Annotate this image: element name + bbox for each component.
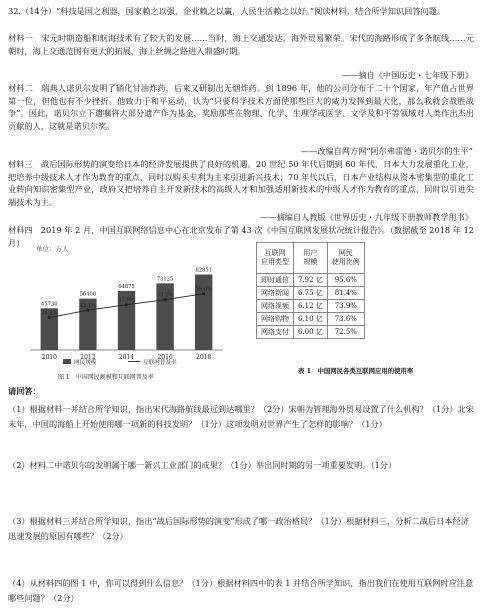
material-1-source: ——摘自《中国历史・七年级下册》 — [341, 70, 473, 80]
x-tick-label: 2014 — [118, 354, 135, 361]
table-cell: 7.92 亿 — [294, 274, 328, 287]
table-caption: 表 1 中国网民各类互联网应用的使用率 — [298, 367, 414, 375]
legend-label-line: 互联网普及率 — [143, 360, 177, 366]
bar-value-label: 45730 — [41, 301, 58, 308]
table-row — [257, 274, 365, 287]
material-4: 材料四 2019 年 2 月，中国互联网络信息中心在北京发布了第 43 次《中国互联网发展状况统计报告》。（数据截至 2018 年 12 月） — [8, 225, 474, 248]
question-4: （4）从材料四的图 1 中，你可以得到什么信息？（1分）根据材料四中的表 1 并结合所学知识，指出我们在使用互联网时应注意哪些问题？（2分） — [8, 578, 474, 603]
table-header-cell: 用户 规模 — [294, 243, 328, 274]
legend-swatch-bar — [63, 359, 71, 364]
x-tick-label: 2016 — [157, 354, 173, 361]
table-cell: 网络新闻 — [257, 287, 294, 300]
table-header-cell: 互联网 应用类型 — [257, 243, 294, 274]
chart-caption: 图 1 中国网民规模和互联网普及率 — [58, 374, 154, 381]
x-tick-label: 2018 — [196, 354, 212, 361]
table-header-cell: 网民 使用比例 — [327, 243, 364, 274]
table-cell: 即时通信 — [257, 274, 294, 287]
netizen-chart-svg — [18, 240, 231, 384]
table-cell: 6.12 亿 — [294, 300, 328, 313]
bar-value-label: 56400 — [79, 291, 97, 298]
rate-label: 53.2% — [156, 292, 174, 299]
bar-value-label: 64875 — [118, 283, 135, 290]
internet-app-table-figure — [238, 242, 468, 384]
table-row — [257, 313, 365, 326]
chart-unit-label: 单位：万人 — [36, 245, 69, 253]
material-2: 材料二 瑞典人诺贝尔发明了硝化甘油炸药，后来又研制出无烟炸药。到 1896 年，他的公司分布于二十个国家，年产值占世界第一位，但他也有不少挫折。他致力于和平运动，认为“只要科学技术方面使那些巨大的威力发挥到最大化，那么我就会战胜战争”。因此，诺贝尔立下遗嘱将大部分遗产作为基金，奖励那些在物理、化学、生理学或医学、文学及和平等领域对人类作出杰出贡献的人，这就是诺贝尔奖。 — [8, 83, 474, 131]
netizen-chart — [18, 240, 231, 384]
bar-value-label: 82851 — [195, 267, 212, 274]
table-cell: 81.4% — [327, 287, 364, 300]
material-3-source: ——摘编自人教版《世界历史・九年级下册教师教学用书》 — [260, 212, 473, 222]
material-1: 材料一 宋元时期造船和航海技术有了较大的发展……当时，海上交通发达，海外贸易繁荣。宋代的海路形成了多条航线……元朝时，海上交通范围有更大的拓展，海上丝绸之路进入鼎盛时期。 — [8, 33, 474, 56]
table-cell: 网络购物 — [257, 313, 294, 326]
x-tick-label: 2012 — [80, 354, 96, 361]
table-cell: 73.9% — [327, 300, 364, 313]
table-row — [257, 300, 365, 313]
table-row — [257, 326, 365, 339]
table-cell: 73.6% — [327, 313, 364, 326]
table-cell: 6.75 亿 — [294, 287, 328, 300]
answer-prompt: 请回答： — [8, 386, 41, 396]
legend-label-bar: 网民规模 — [74, 360, 97, 366]
material-3: 材料三 战后国际形势的演变给日本的经济发展提供了良好的机遇。20 世纪 50 年代后期到 60 年代，日本大力发展重化工业，把培养中级技术人才作为教育的重点，同时以购买专利为主来引进新兴技术；70 年代以后，日本产业结构从资本密集型的重化工业转向知识密集型产业，政府又把培养自主开发新技术的高级人才和加强适用新技术的中级人才作为教育的重点，同时以引进尖端技术为主。 — [8, 159, 474, 207]
rate-label: 59.6% — [195, 286, 212, 293]
question-1: （1）根据材料一并结合所学知识，指出宋代海路航线最远到达哪里？（2分）宋朝为管理海外贸易设置了什么机构？（1分）北宋末年，中国的海船上开始使用哪一项新的科技发明？（1分）这项发明对世界产生了怎样的影响？（1分） — [8, 404, 474, 429]
rate-label: 47.9% — [118, 297, 135, 304]
material-2-source: ——改编自网方网“阿尔弗雷德・诺贝尔的生平” — [300, 146, 473, 156]
rate-label: 34.3% — [41, 310, 58, 317]
table-row — [257, 287, 365, 300]
bar-value-label: 73125 — [156, 276, 174, 283]
table-cell: 6.00 亿 — [294, 326, 328, 339]
table-cell: 6.10 亿 — [294, 313, 328, 326]
question-header: 32.（14分）“科技是国之利器，国家赖之以强，企业赖之以赢，人民生活赖之以好。”阅读材料，结合所学知识回答问题。 — [8, 6, 446, 16]
x-tick-label: 2010 — [41, 354, 57, 361]
table-cell: 95.6% — [327, 274, 364, 287]
internet-app-table — [256, 242, 365, 339]
table-cell: 72.5% — [327, 326, 364, 339]
table-cell: 网络支付 — [257, 326, 294, 339]
question-2: （2）材料二中诺贝尔的发明属于哪一新兴工业部门的成果？（1分）举出同时期的另一项重要发明。（1分） — [8, 460, 397, 470]
rate-label: 42.1% — [79, 303, 97, 310]
table-cell: 网络视频 — [257, 300, 294, 313]
question-3: （3）根据材料三并结合所学知识，指出“战后国际形势的演变”形成了哪一政治格局？（1分）根据材料三，分析二战后日本经济迅速发展的原因有哪些？（2分） — [8, 516, 469, 541]
